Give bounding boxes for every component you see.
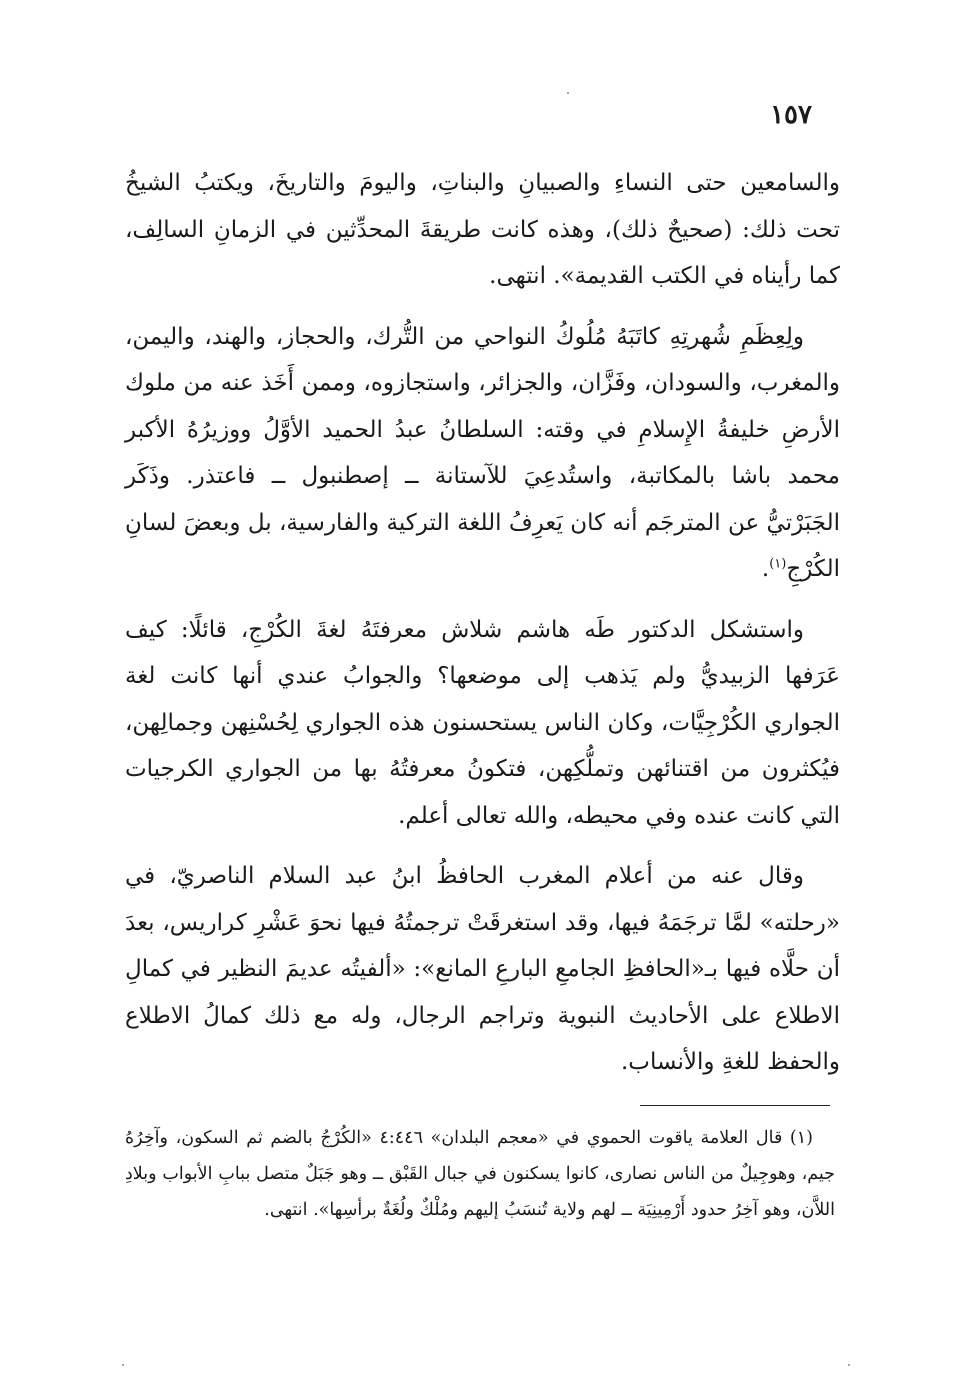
page-number: ١٥٧ <box>770 100 812 130</box>
paragraph-4: وقال عنه من أعلام المغرب الحافظُ ابنُ عبد السلام الناصريّ، في «رحلته» لمَّا ترجَمَهُ فيها، وقد استغرقَتْ ترجمتُهُ فيها نحوَ عَشْرِ كراريس، بعدَ أن حلَّاه فيها بـ«الحافظِ الجامعِ البارعِ المانع»: «ألفيتُه عديمَ النظير في كمالِ الاطلاع على الأحاديث النبوية وتراجم الرجال، وله مع ذلك كمالُ الاطلاع والحفظ للغةِ والأنساب. <box>125 863 840 1075</box>
paragraph-2 <box>125 314 840 593</box>
paragraph-2-text: ولِعِظَمِ شُهرتِهِ كاتَبَهُ مُلُوكُ النواحي من التُّرك، والحجاز، والهند، واليمن، والمغرب، والسودان، وفَزَّان، والجزائر، واستجازوه، وممن أَخَذ عنه من ملوك الأرضِ خليفةُ الإِسلامِ في وقته: السلطانُ عبدُ الحميد الأوَّلُ ووزيرُهُ الأكبر محمد باشا بالمكاتبة، واستُدعِيَ للآستانة ــ إصطنبول ــ فاعتذر. وذَكَر الجَبَرْتيُّ عن المترجَم أنه كان يَعرِفُ اللغة التركية والفارسية، بل وبعضَ لسانِ الكُرْجِ <box>125 323 840 582</box>
paragraph-1: والسامعين حتى النساءِ والصبيانِ والبناتِ، واليومَ والتاريخَ، ويكتبُ الشيخُ تحت ذلك: (صحيحٌ ذلك)، وهذه كانت طريقةَ المحدِّثين في الزمانِ السالِف، كما رأيناه في الكتب القديمة». انتهى. <box>125 170 840 289</box>
footnote-1: (١) قال العلامة ياقوت الحموي في «معجم البلدان» ٤:٤٤٦ «الكُرْجُ بالضم ثم السكون، وآخِرُهُ جيم، وهوجِيلٌ من الناس نصارى، كانوا يسكنون في جبال القَبْق ــ وهو جَبَلٌ متصل ببابِ الأبواب وبلادِ اللاَّن، وهو آخِرُ حدود أَرْمِينِيَة ــ لهم ولاية تُنسَبُ إليهم ومُلْكٌ ولُغَةٌ برأسِها». انتهى. <box>125 1128 835 1220</box>
footnotes-section <box>125 1120 835 1228</box>
footnote-reference[interactable]: (١) <box>769 556 787 572</box>
main-text <box>125 160 840 1100</box>
scan-speck <box>122 1364 124 1366</box>
scan-speck <box>848 1364 850 1366</box>
scan-speck <box>567 92 569 94</box>
footnote-divider <box>640 1105 830 1106</box>
paragraph-2-tail: . <box>761 556 770 582</box>
paragraph-3: واستشكل الدكتور طَه هاشم شلاش معرفتَهُ لغةَ الكُرْجِ، قائلًا: كيف عَرَفها الزبيديُّ ولم يَذهب إلى موضعها؟ والجوابُ عندي أنها كانت لغة الجواري الكُرْجِيَّات، وكان الناس يستحسنون هذه الجواري لِحُسْنِهن وجمالِهن، فيُكثرون من اقتنائهن وتملُّكِهن، فتكونُ معرفتُهُ بها من الجواري الكرجيات التي كانت عنده وفي محيطه، والله تعالى أعلم. <box>125 616 840 829</box>
